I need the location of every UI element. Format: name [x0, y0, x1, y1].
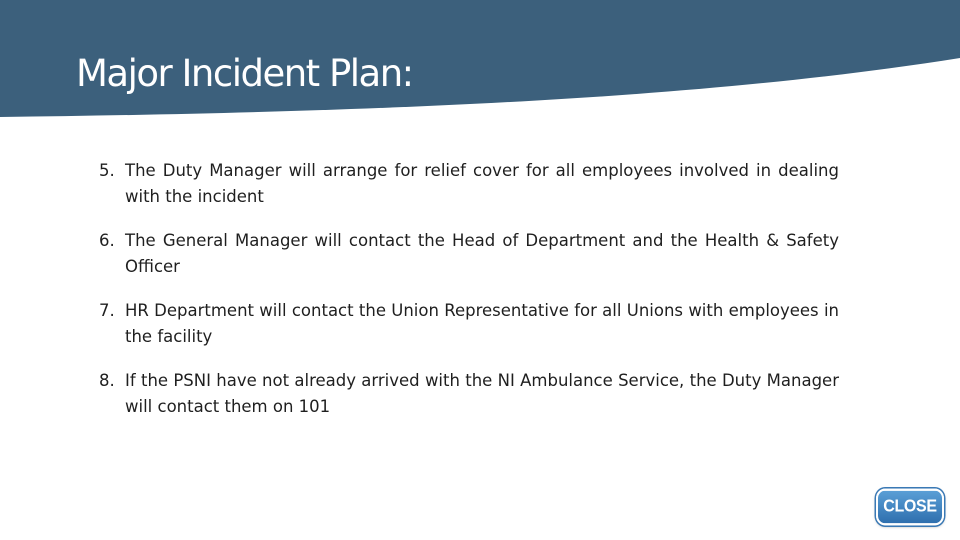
list-item-number: 7.: [99, 301, 115, 320]
list-item: [99, 228, 839, 280]
list-item-number: 8.: [99, 371, 115, 390]
list-item-text: The Duty Manager will arrange for relief cover for all employees involved in dealing with the incident: [125, 161, 839, 206]
list-item-text: HR Department will contact the Union Representative for all Unions with employees in the facility: [125, 301, 839, 346]
list-item: [99, 368, 839, 420]
close-button[interactable]: CLOSE: [876, 489, 944, 526]
list-item: [99, 158, 839, 210]
list-item-text: If the PSNI have not already arrived with the NI Ambulance Service, the Duty Manager will contact them on 101: [125, 371, 839, 416]
incident-steps-list: [99, 158, 839, 438]
slide-title: Major Incident Plan:: [76, 52, 413, 95]
list-item-text: The General Manager will contact the Head of Department and the Health & Safety Officer: [125, 231, 839, 276]
list-item: [99, 298, 839, 350]
list-item-number: 6.: [99, 231, 115, 250]
list-item-number: 5.: [99, 161, 115, 180]
